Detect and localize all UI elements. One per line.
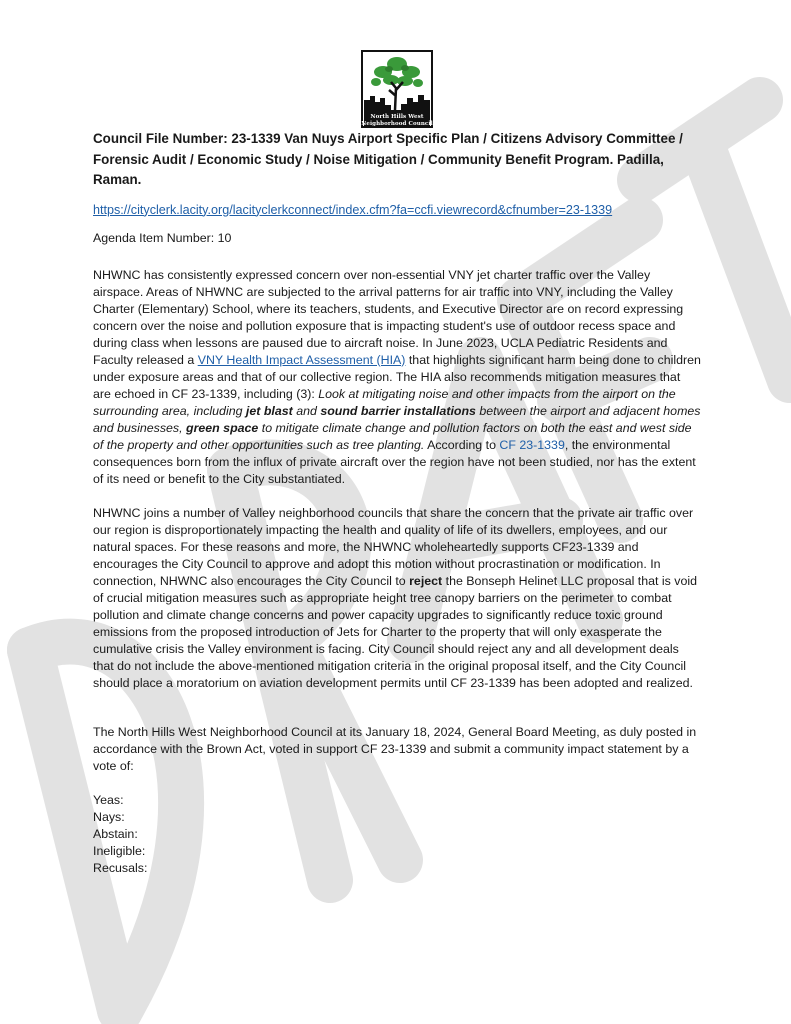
paragraph-vote-statement: The North Hills West Neighborhood Council at its January 18, 2024, General Board Meeting, as duly posted in accordance with the Brown Act, voted in support CF 23-1339 and submit a community impact statement by a vote of: <box>93 724 697 773</box>
council-file-title: Council File Number: 23-1339 Van Nuys Airport Specific Plan / Citizens Advisory Committee / Forensic Audit / Economic Study / Noise Mitigation / Community Benefit Program. Padilla, Raman. <box>93 131 683 187</box>
logo-text-line2: Neighborhood Council <box>361 121 433 127</box>
reject-bold: reject <box>409 573 443 588</box>
para1-text-3: According to <box>424 437 500 452</box>
para2-text-1: NHWNC joins a number of Valley neighborhood councils that share the concern that the private air traffic over our region is disproportionately impacting the health and quality of life of its dwellers, employees, and our natural spaces. For these reasons and more, the NHWNC wholeheartedly supports CF23-1339 and encourages the City Council to approve and adopt this motion without procrastination or modification. In connection, NHWNC also encourages the City Council to <box>93 505 694 588</box>
green-space-bold: green space <box>186 420 259 435</box>
cf-23-1339-link[interactable]: CF 23-1339 <box>499 437 565 452</box>
paragraph-support <box>93 505 701 692</box>
vote-yeas: Yeas: <box>93 792 124 807</box>
vote-recusals: Recusals: <box>93 860 148 875</box>
para1-italic-2: and <box>292 403 321 418</box>
agenda-item-number: Agenda Item Number: 10 <box>93 230 232 245</box>
para1-text-4: , the environmental consequences born from the influx of private aircraft over the region have not been studied, nor has the extent of its need or benefit to the City substantiated. <box>93 437 696 486</box>
vote-abstain: Abstain: <box>93 826 138 841</box>
paragraph-concern <box>93 267 701 488</box>
para2-text-2: the Bonseph Helinet LLC proposal that is void of crucial mitigation measures such as appropriate height tree canopy barriers on the perimeter to combat pollution and climate change concerns and power capacity upgrades to significantly reduce toxic ground emissions from the proposed introduction of Jets for Charter to the property that will only exasperate the cumulative crisis the Valley environment is facing. City Council should reject any and all development deals that do not include the above-mentioned mitigation criteria in the original proposal itself, and the City Council should place a moratorium on aviation development permits until CF 23-1339 has been adopted and realized. <box>93 573 698 690</box>
para1-italic-3: between the airport and adjacent homes and businesses, <box>93 403 701 435</box>
document-body <box>93 129 701 877</box>
vote-tally <box>93 792 701 877</box>
para1-italic-1: Look at mitigating noise and other impacts from the airport on the surrounding area, including <box>93 386 676 418</box>
para1-text-2: that highlights significant harm being done to children under exposure areas and that of our collective region. The HIA also recommends mitigation measures that are echoed in CF 23-1339, including (3): <box>93 352 701 401</box>
para1-italic-4: to mitigate climate change and pollution factors on both the east and west side of the property and other opportunities such as tree planting. <box>93 420 692 452</box>
jet-blast-bold: jet blast <box>245 403 293 418</box>
hia-link[interactable]: VNY Health Impact Assessment (HIA) <box>197 352 406 367</box>
logo-text-line1: North Hills West <box>370 114 424 120</box>
sound-barrier-bold: sound barrier installations <box>320 403 476 418</box>
vote-nays: Nays: <box>93 809 125 824</box>
council-file-link[interactable]: https://cityclerk.lacity.org/lacityclerkconnect/index.cfm?fa=ccfi.viewrecord&cfnumber=23-1339 <box>93 202 613 217</box>
para1-text-1: NHWNC has consistently expressed concern over non-essential VNY jet charter traffic over the Valley airspace. Areas of NHWNC are subjected to the arrival patterns for air traffic into VNY, including the Valley Charter (Elementary) School, where its teachers, students, and Executive Director are on record expressing concern over the noise and pollution exposure that is impacting student's use of outdoor recess space and during class when lessons are paused due to aircraft noise. In June 2023, UCLA Pediatric Residents and Faculty released a <box>93 267 684 367</box>
vote-ineligible: Ineligible: <box>93 843 146 858</box>
